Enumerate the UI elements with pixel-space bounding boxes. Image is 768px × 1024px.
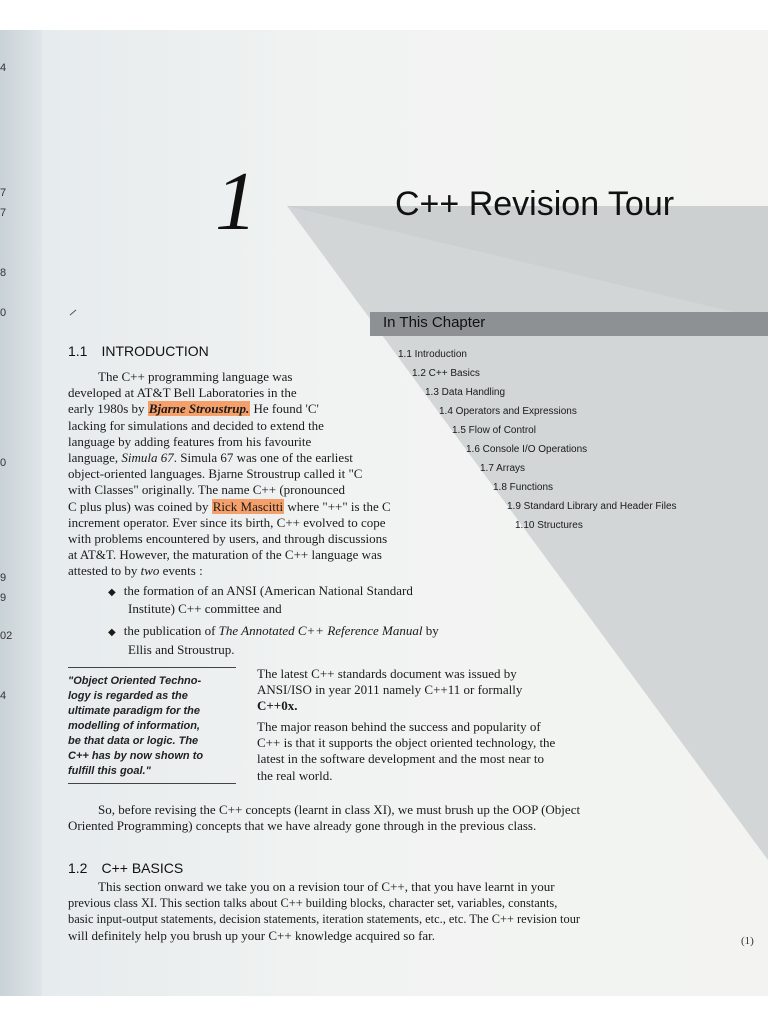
text-line: latest in the software development and the most near to [257, 751, 544, 767]
text-line [68, 499, 391, 515]
toc-item: 1.2 C++ Basics [412, 368, 480, 379]
toc-item: 1.1 Introduction [398, 349, 467, 360]
text-line: increment operator. Ever since its birth, C++ evolved to cope [68, 514, 386, 530]
text-line: will definitely help you brush up your C++ knowledge acquired so far. [68, 927, 436, 943]
text-line: Ellis and Stroustrup. [128, 641, 235, 657]
margin-number: 8 [0, 267, 7, 279]
margin-quote [68, 667, 236, 784]
text-line: So, before revising the C++ concepts (learnt in class XI), we must brush up the OOP (Object [98, 802, 581, 817]
margin-number: 9 [0, 592, 7, 604]
text-run: the formation of an ANSI (American National Standard [123, 583, 413, 598]
oop-paragraph [68, 802, 580, 834]
text-line: the real world. [257, 767, 333, 783]
standards-paragraph [257, 666, 522, 715]
text-line: with Classes" originally. The name C++ (pronounced [68, 482, 346, 498]
margin-number: 0 [0, 457, 7, 469]
margin-number: 4 [0, 62, 7, 74]
page-number: (1) [741, 935, 754, 947]
text-line: C++0x. [257, 698, 298, 714]
margin-number: 4 [0, 690, 7, 702]
text-run: . Simula 67 was one of the earliest [173, 450, 353, 466]
bullet-list [108, 583, 439, 658]
quote-line: C++ has by now shown to [68, 750, 204, 762]
highlighted-name: Bjarne Stroustrup. [148, 401, 250, 417]
highlighted-name: Rick Mascitti [212, 498, 284, 514]
text-run: where "++" is the C [284, 498, 391, 514]
toc-item: 1.5 Flow of Control [452, 425, 536, 436]
popularity-paragraph [257, 719, 555, 784]
bullet-icon: ◆ [108, 587, 116, 598]
text-line: with problems encountered by users, and through discussions [68, 531, 388, 547]
book-title: The Annotated C++ Reference Manual [218, 623, 423, 639]
margin-number: 7 [0, 187, 7, 199]
in-this-chapter-title: In This Chapter [383, 314, 486, 331]
bullet-icon: ◆ [108, 627, 116, 639]
text-line: The latest C++ standards document was issued by [257, 666, 517, 681]
basics-paragraph [68, 879, 580, 944]
intro-paragraph [68, 369, 391, 580]
toc-item: 1.10 Structures [515, 520, 583, 531]
text-line: C++ is that it supports the object oriented technology, the [257, 735, 556, 751]
text-line: lacking for simulations and decided to extend the [68, 417, 324, 433]
text-run: C plus plus) was coined by [68, 498, 212, 514]
text-line: at AT&T. However, the maturation of the C++ language was [68, 547, 382, 563]
toc-item: 1.3 Data Handling [425, 387, 506, 398]
text-line [68, 450, 391, 466]
section-title: INTRODUCTION [101, 343, 209, 359]
text-run: early 1980s by [68, 401, 148, 417]
text-line: basic input-output statements, decision statements, iteration statements, etc., etc. The C++ revision tour [68, 912, 581, 927]
chapter-number: 1 [215, 155, 257, 248]
text-line [68, 401, 391, 417]
quote-line: ultimate paradigm for the [68, 705, 201, 717]
text-run: He found 'C' [250, 401, 319, 417]
quote-line: fulfill this goal." [68, 765, 151, 777]
text-line: ANSI/ISO in year 2011 namely C++11 or formally [257, 682, 523, 698]
toc-item: 1.6 Console I/O Operations [466, 444, 588, 455]
list-item [108, 623, 439, 641]
quote-line: logy is regarded as the [68, 690, 188, 702]
text-line: previous class XI. This section talks about C++ building blocks, character set, variables, constants, [68, 896, 558, 911]
section-number: 1.1 [68, 343, 88, 359]
text-run: language, [68, 450, 122, 466]
toc-item: 1.8 Functions [493, 482, 554, 493]
margin-number: 9 [0, 572, 7, 584]
text-line: Oriented Programming) concepts that we have already gone through in the previous class. [68, 818, 537, 834]
margin-number: 7 [0, 207, 7, 219]
text-line: language by adding features from his favourite [68, 433, 312, 449]
text-line: The C++ programming language was [98, 369, 293, 384]
chapter-title: C++ Revision Tour [395, 185, 675, 223]
margin-number: 02 [0, 630, 13, 642]
margin-number: 0 [0, 307, 7, 319]
previous-page-edge [0, 30, 43, 996]
text-run: Simula 67 [121, 450, 174, 466]
text-run: the publication of [123, 623, 219, 639]
text-run: by [422, 623, 439, 639]
toc-item: 1.4 Operators and Expressions [439, 406, 577, 417]
text-run: events : [159, 563, 203, 579]
section-heading [68, 860, 183, 876]
toc-item: 1.7 Arrays [480, 463, 526, 474]
text-line [68, 563, 391, 579]
text-line: object-oriented languages. Bjarne Stroustrup called it "C [68, 466, 363, 482]
quote-line: modelling of information, [68, 720, 200, 732]
text-run: two [140, 563, 160, 579]
quote-line: "Object Oriented Techno- [68, 675, 202, 687]
section-number: 1.2 [68, 860, 88, 876]
text-run: attested to by [68, 563, 141, 579]
section-heading [68, 343, 209, 359]
text-line: This section onward we take you on a revision tour of C++, that you have learnt in your [98, 879, 555, 894]
text-line: The major reason behind the success and popularity of [257, 719, 541, 734]
text-line: Institute) C++ committee and [128, 601, 282, 617]
toc-item: 1.9 Standard Library and Header Files [507, 501, 677, 512]
text-line: developed at AT&T Bell Laboratories in the [68, 385, 297, 401]
section-title: C++ BASICS [101, 860, 184, 876]
list-item [108, 583, 439, 601]
quote-line: be that data or logic. The [68, 735, 199, 747]
